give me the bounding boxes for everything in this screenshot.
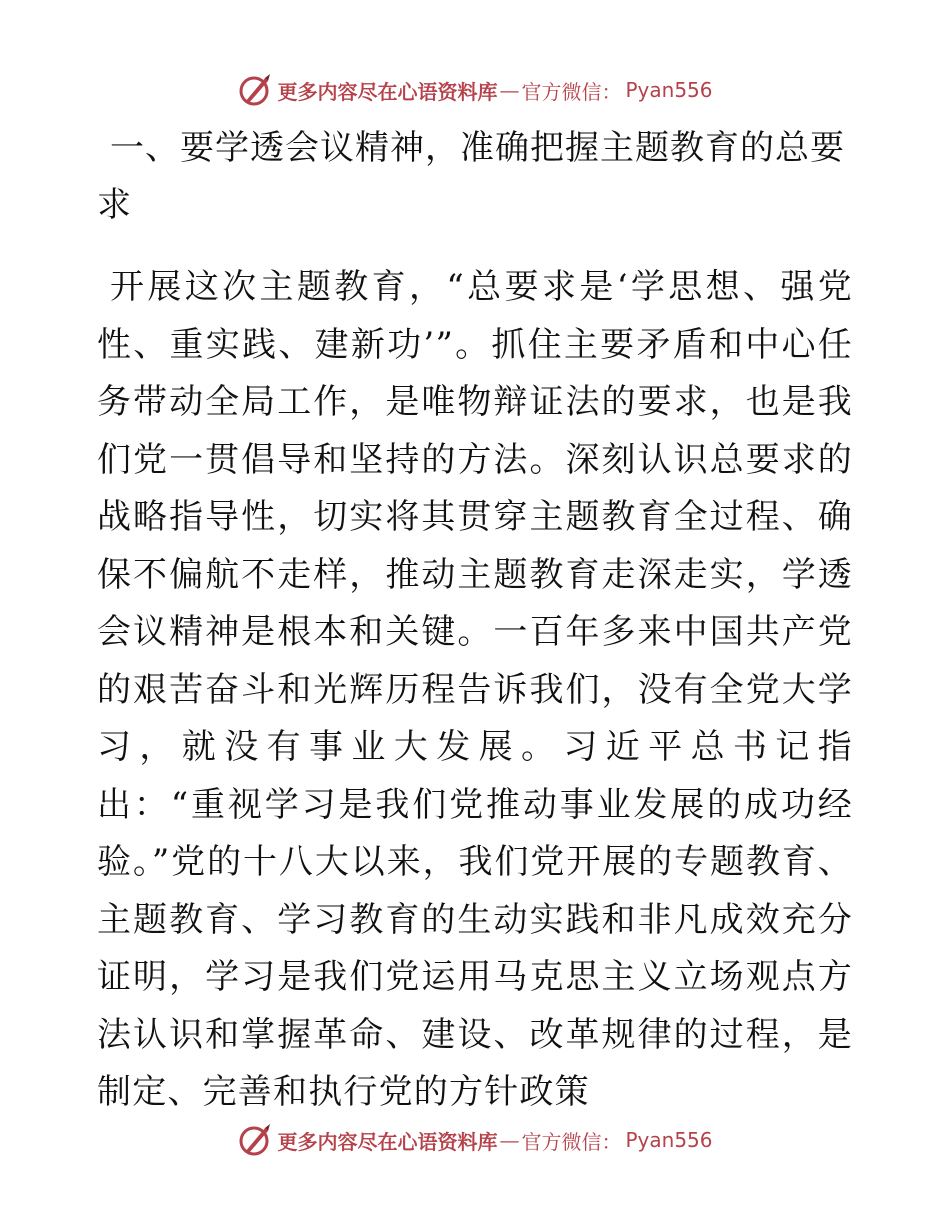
watermark-brand: 更多内容尽在心语资料库 xyxy=(277,1129,498,1154)
watermark-wechat-id: Pyan556 xyxy=(625,1128,713,1152)
footer-watermark xyxy=(0,1120,950,1160)
watermark-official-label: 官方微信： xyxy=(521,79,622,104)
quill-pen-logo-icon xyxy=(237,72,273,108)
header-watermark xyxy=(0,70,950,110)
quill-pen-logo-icon xyxy=(237,1122,273,1158)
section-heading: 一、要学透会议精神，准确把握主题教育的总要求 xyxy=(97,128,845,225)
document-body xyxy=(97,120,853,1122)
watermark-brand: 更多内容尽在心语资料库 xyxy=(277,79,498,104)
body-paragraph: 开展这次主题教育，“总要求是‘学思想、强党性、重实践、建新功’”。抓住主要矛盾和中心任务带动全局工作，是唯物辩证法的要求，也是我们党一贯倡导和坚持的方法。深刻认识总要求的战略指导性，切实将其贯穿主题教育全过程、确保不偏航不走样，推动主题教育走深走实，学透会议精神是根本和关键。一百年多来中国共产党的艰苦奋斗和光辉历程告诉我们，没有全党大学习，就没有事业大发展。习近平总书记指出：“重视学习是我们党推动事业发展的成功经验。”党的十八大以来，我们党开展的专题教育、主题教育、学习教育的生动实践和非凡成效充分证明，学习是我们党运用马克思主义立场观点方法认识和掌握革命、建设、改革规律的过程，是制定、完善和执行党的方针政策 xyxy=(97,267,853,1112)
watermark-separator: — xyxy=(499,78,520,102)
watermark-separator: — xyxy=(499,1128,520,1152)
watermark-wechat-id: Pyan556 xyxy=(625,78,713,102)
watermark-official-label: 官方微信： xyxy=(521,1129,622,1154)
